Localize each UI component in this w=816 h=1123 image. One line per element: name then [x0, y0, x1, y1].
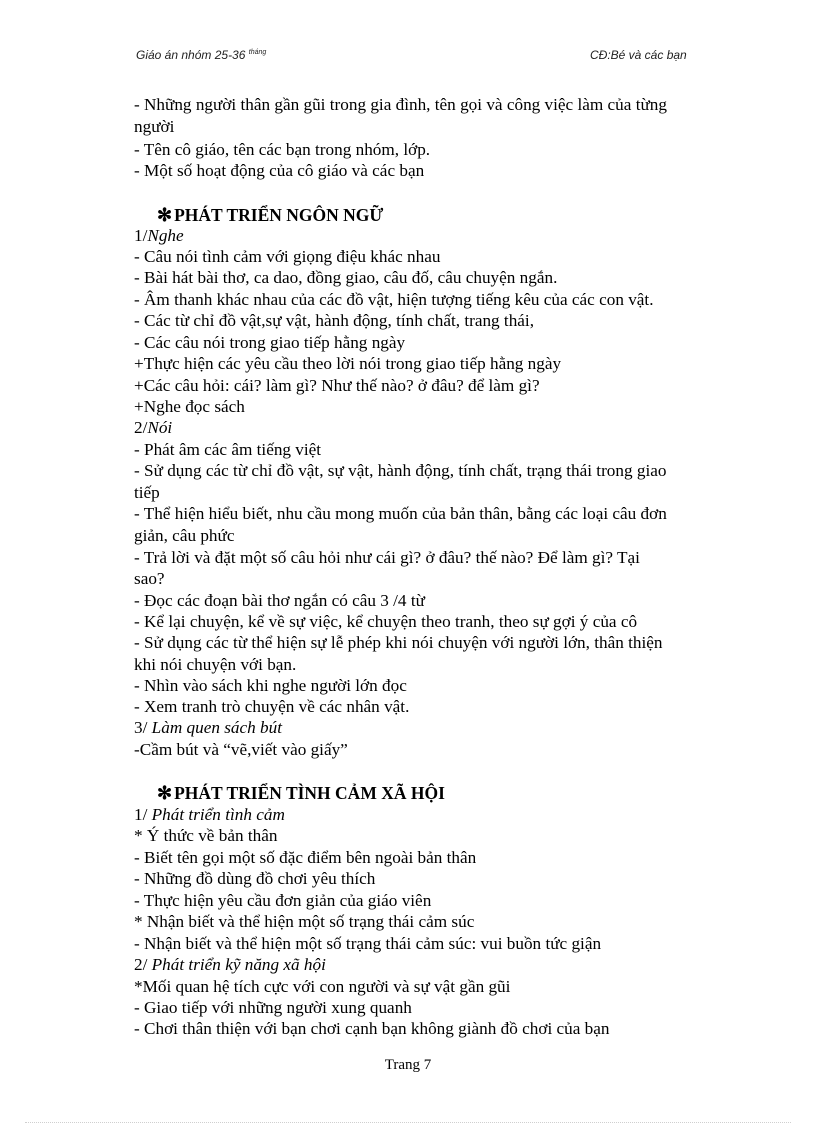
subsection-heading: 1/ Phát triển tình cảm	[134, 805, 285, 824]
text-line: - Giao tiếp với những người xung quanh	[134, 998, 412, 1017]
section-heading-language	[157, 205, 383, 225]
subsection-heading: 2/Nói	[134, 418, 173, 437]
header-left	[136, 48, 266, 62]
section-heading-text: PHÁT TRIỂN NGÔN NGỮ	[174, 205, 384, 225]
text-line: - Biết tên gọi một số đặc điểm bên ngoài bản thân	[134, 848, 477, 867]
text-line: - Xem tranh trò chuyện về các nhân vật.	[134, 697, 410, 716]
text-line: giản, câu phức	[134, 526, 235, 545]
text-line: - Nhận biết và thể hiện một số trạng thái cảm súc: vui buồn tức giận	[134, 934, 602, 953]
text-line: * Nhận biết và thể hiện một số trạng thái cảm súc	[134, 912, 475, 931]
text-line: - Các từ chỉ đồ vật,sự vật, hành động, tính chất, trang thái,	[134, 311, 535, 330]
text-line: - Sử dụng các từ thể hiện sự lễ phép khi nói chuyện với người lớn, thân thiện	[134, 633, 663, 652]
text-line: - Một số hoạt động của cô giáo và các bạn	[134, 161, 425, 180]
text-line: - Chơi thân thiện với bạn chơi cạnh bạn không giành đồ chơi của bạn	[134, 1019, 610, 1038]
header-left-text: Giáo án nhóm 25-36	[136, 48, 246, 62]
text-line: - Kể lại chuyện, kể về sự việc, kể chuyện theo tranh, theo sự gợi ý của cô	[134, 612, 638, 631]
section-heading-social	[157, 783, 445, 803]
text-line: - Những người thân gần gũi trong gia đình, tên gọi và công việc làm của từng	[134, 95, 667, 114]
text-line: - Đọc các đoạn bài thơ ngắn có câu 3 /4 từ	[134, 591, 425, 610]
header-right: CĐ:Bé và các bạn	[590, 48, 687, 62]
subsection-heading: 2/ Phát triển kỹ năng xã hội	[134, 955, 326, 974]
text-line: sao?	[134, 569, 165, 588]
text-line: - Thực hiện yêu cầu đơn giản của giáo viên	[134, 891, 432, 910]
text-line: - Âm thanh khác nhau của các đồ vật, hiện tượng tiếng kêu của các con vật.	[134, 290, 654, 309]
text-line: - Phát âm các âm tiếng việt	[134, 440, 322, 459]
text-line: người	[134, 117, 175, 136]
star-bullet-icon: ✻	[157, 783, 173, 803]
section-heading-text: PHÁT TRIỂN TÌNH CẢM XÃ HỘI	[174, 783, 445, 803]
subsection-heading: 3/ Làm quen sách bút	[134, 718, 283, 737]
text-line: * Ý thức về bản thân	[134, 826, 278, 845]
text-line: - Trả lời và đặt một số câu hỏi như cái gì? ở đâu? thế nào? Để làm gì? Tại	[134, 548, 640, 567]
text-line: +Các câu hỏi: cái? làm gì? Như thế nào? ở đâu? để làm gì?	[134, 376, 540, 395]
text-line: - Thể hiện hiểu biết, nhu cầu mong muốn của bản thân, bằng các loại câu đơn	[134, 504, 667, 523]
text-line: *Mối quan hệ tích cực với con người và sự vật gần gũi	[134, 977, 511, 996]
text-line: tiếp	[134, 483, 160, 502]
text-line: - Câu nói tình cảm với giọng điệu khác nhau	[134, 247, 441, 266]
text-line: - Sử dụng các từ chỉ đồ vật, sự vật, hành động, tính chất, trạng thái trong giao	[134, 461, 667, 480]
header-left-superscript: tháng	[248, 49, 267, 56]
text-line: - Những đồ dùng đồ chơi yêu thích	[134, 869, 376, 888]
text-line: khi nói chuyện với bạn.	[134, 655, 297, 674]
page-number: Trang 7	[384, 1057, 432, 1073]
text-line: - Tên cô giáo, tên các bạn trong nhóm, lớp.	[134, 140, 431, 159]
text-line: - Nhìn vào sách khi nghe người lớn đọc	[134, 676, 407, 695]
text-line: +Thực hiện các yêu cầu theo lời nói trong giao tiếp hằng ngày	[134, 354, 562, 373]
text-line: +Nghe đọc sách	[134, 397, 245, 416]
subsection-heading: 1/Nghe	[134, 226, 184, 245]
star-bullet-icon: ✻	[157, 205, 173, 225]
text-line: - Các câu nói trong giao tiếp hằng ngày	[134, 333, 406, 352]
text-line: - Bài hát bài thơ, ca dao, đồng giao, câu đố, câu chuyện ngắn.	[134, 268, 558, 287]
text-line: -Cầm bút và “vẽ,viết vào giấy”	[134, 740, 348, 759]
